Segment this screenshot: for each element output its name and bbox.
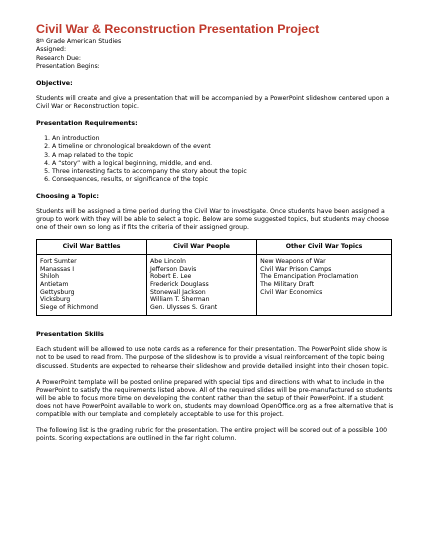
research-due-line: Research Due: xyxy=(36,54,81,62)
list-item: Antietam xyxy=(40,281,69,288)
requirements-list xyxy=(36,135,398,184)
presentation-begins-line: Presentation Begins: xyxy=(36,62,100,70)
list-item: Stonewall Jackson xyxy=(150,288,206,296)
skills-heading: Presentation Skills xyxy=(36,330,104,339)
list-item: 6. Consequences, results, or significance of the topic xyxy=(52,176,398,184)
list-item: The Military Draft xyxy=(260,281,315,288)
list-item: Frederick Douglass xyxy=(150,281,209,288)
requirements-heading: Presentation Requirements: xyxy=(36,119,138,128)
list-item: 3. A map related to the topic xyxy=(52,152,398,160)
list-item: Civil War Economics xyxy=(260,288,323,296)
list-item: Robert E. Lee xyxy=(150,273,192,281)
list-item: 5. Three interesting facts to accompany the story about the topic xyxy=(52,168,398,176)
choosing-heading: Choosing a Topic: xyxy=(36,191,99,200)
grade-line xyxy=(36,38,398,46)
topics-table xyxy=(36,239,392,316)
course-info xyxy=(36,38,398,71)
table-header-people: Civil War People xyxy=(147,240,257,255)
document-title: Civil War & Reconstruction Presentation Project xyxy=(36,22,320,36)
grade-number: 8 xyxy=(36,38,40,45)
list-item: Fort Sumter xyxy=(40,258,77,266)
list-item: 4. A “story” with a logical beginning, middle, and end. xyxy=(52,160,398,168)
choosing-text: Students will be assigned a time period during the Civil War to investigate. Once students have been assigned a group to work with they will be able to select a topic. Below are some suggested topics, but students may choose one of their own so long as if fits the criteria of their assigned group. xyxy=(36,207,389,232)
skills-paragraph-3: The following list is the grading rubric for the presentation. The entire project will be scored out of a possible 100 points. Scoring expectations are outlined in the far right column. xyxy=(36,427,388,443)
other-topics-column xyxy=(257,255,392,316)
people-column xyxy=(147,255,257,316)
list-item: Civil War Prison Camps xyxy=(260,265,332,273)
assigned-line: Assigned: xyxy=(36,46,67,54)
objective-heading: Objective: xyxy=(36,79,73,88)
list-item: William T. Sherman xyxy=(150,296,210,304)
table-header-other: Other Civil War Topics xyxy=(257,240,392,255)
list-item: 1. An introduction xyxy=(52,135,398,143)
table-header-battles: Civil War Battles xyxy=(37,240,147,255)
skills-paragraph-2: A PowerPoint template will be posted online prepared with special tips and directions with what to include in the PowerPoint to satisfy the requirements listed above. All of the required slides will be pre-manufactured so students will be able to focus more time on developing the content rather than the setup of their PowerPoint. If a student does not have PowerPoint available to work on, students may download OpenOffice.org as a free alternative that is compatible with our template and completely acceptable to use for this project. xyxy=(36,378,394,419)
list-item: New Weapons of War xyxy=(260,258,326,266)
table-header-row xyxy=(37,240,392,255)
list-item: Manassas I xyxy=(40,265,75,273)
skills-paragraph-1: Each student will be allowed to use note cards as a reference for their presentation. The PowerPoint slide show is not to be used to read from. The purpose of the slideshow is to provide a visual reinforcement of the topic being discussed. Students are expected to rehearse their slideshow and provide detailed insight into their chosen topic. xyxy=(36,346,389,370)
list-item: Gettysburg xyxy=(40,288,75,296)
list-item: Jefferson Davis xyxy=(150,265,197,273)
list-item: The Emancipation Proclamation xyxy=(260,273,359,281)
list-item: Gen. Ulysses S. Grant xyxy=(150,303,218,311)
battles-column xyxy=(37,255,147,316)
list-item: Vicksburg xyxy=(40,296,71,304)
grade-rest: Grade American Studies xyxy=(44,38,122,45)
grade-suffix: th xyxy=(39,38,45,43)
list-item: Shiloh xyxy=(40,273,59,281)
list-item: 2. A timeline or chronological breakdown of the event xyxy=(52,143,398,151)
objective-text: Students will create and give a presentation that will be accompanied by a PowerPoint slideshow centered upon a Civil War or Reconstruction topic. xyxy=(36,95,390,111)
table-row xyxy=(37,255,392,316)
list-item: Siege of Richmond xyxy=(40,303,99,311)
list-item: Abe Lincoln xyxy=(150,258,186,266)
